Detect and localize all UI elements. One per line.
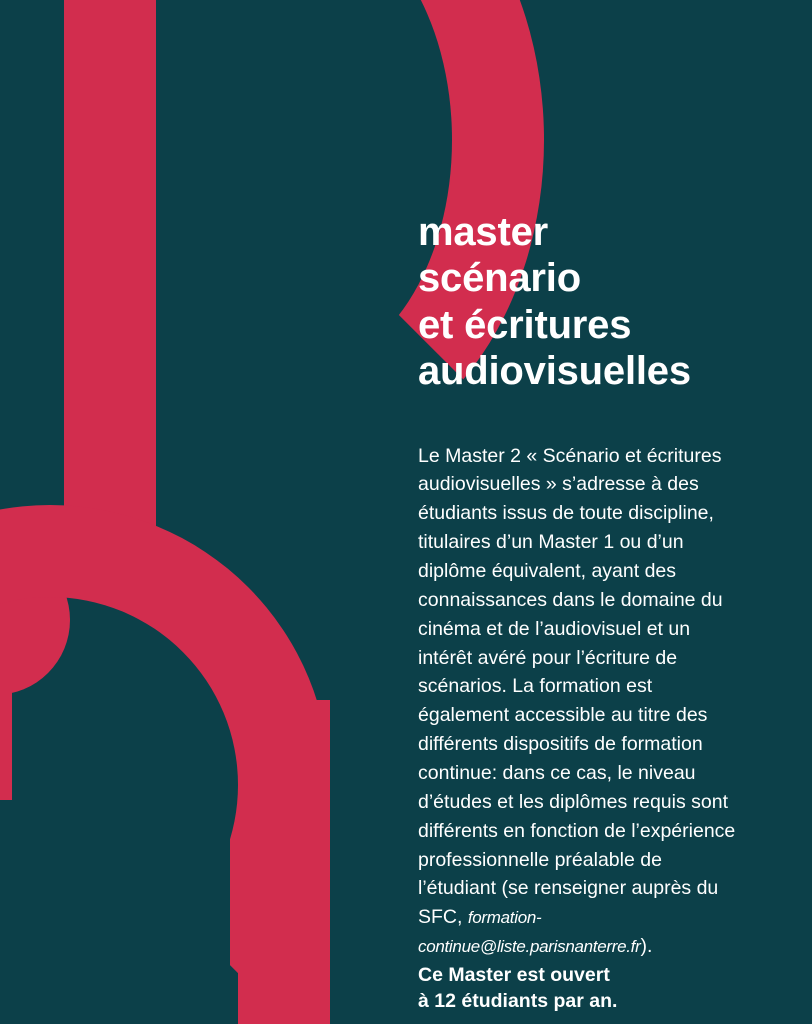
- page-title: master scénario et écritures audiovisuelles: [418, 209, 691, 393]
- decorative-teal-notch: [0, 800, 230, 1024]
- description-paragraph: [418, 442, 738, 961]
- description-text-end: ).: [640, 935, 653, 958]
- capacity-note: Ce Master est ouvert à 12 étudiants par an.: [418, 963, 618, 1013]
- description-text: Le Master 2 « Scénario et écritures audiovisuelles » s’adresse à des étudiants issus de toute discipline, titulaires d’un Master 1 ou d’un diplôme équivalent, ayant des connaissances dans le domaine du cinéma et de l’audiovisuel et un intérêt avéré pour l’écriture de scénarios. La formation est également accessible au titre des différents dispositifs de formation continue: dans ce cas, le niveau d’études et les diplômes requis sont différents en fonction de l’expérience professionnelle préalable de l’étudiant (se renseigner auprès du SFC,: [418, 444, 736, 929]
- contact-email: formation-continue@liste.parisnanterre.fr: [418, 908, 641, 957]
- content-column: [418, 0, 778, 1024]
- decorative-red-bar-bottom: [238, 800, 330, 1024]
